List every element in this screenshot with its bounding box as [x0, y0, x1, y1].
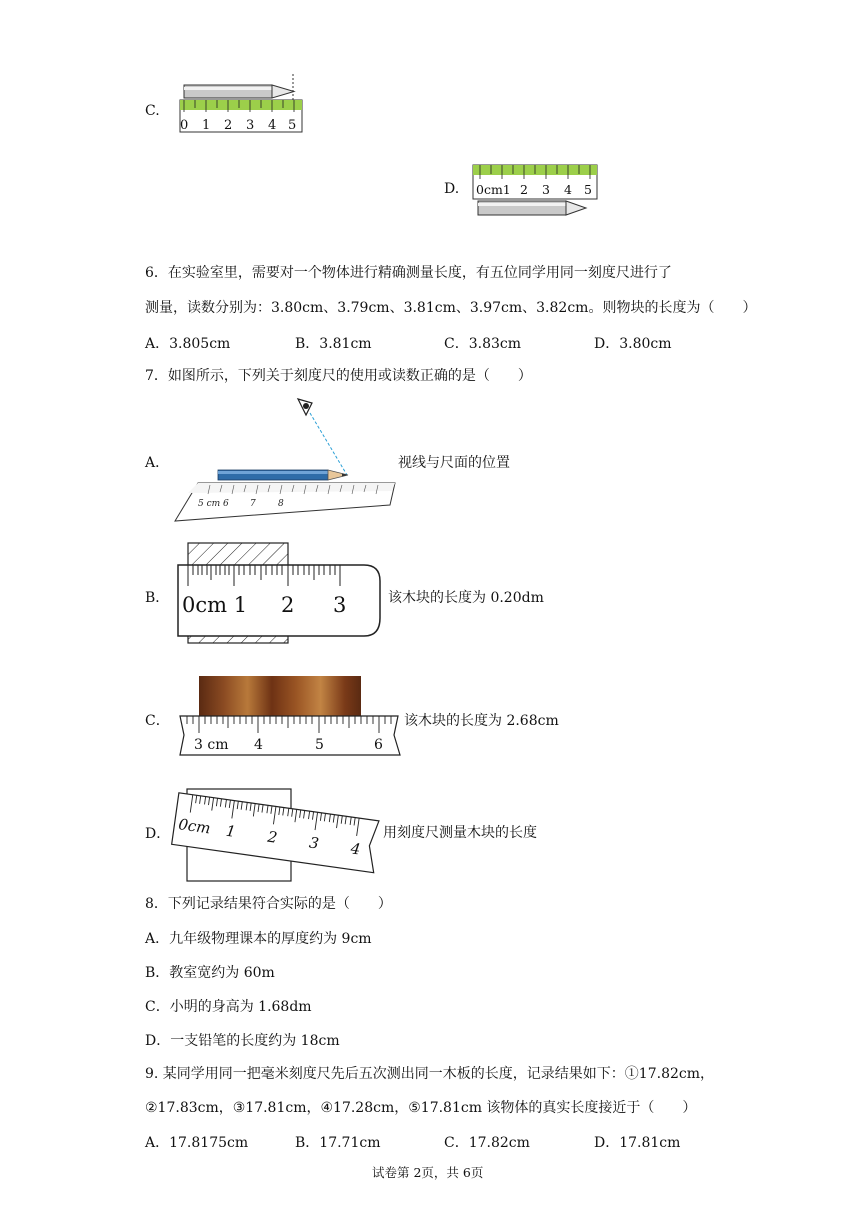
q6-option-a[interactable]: A．3.805cm	[145, 336, 231, 352]
ruler-c2-tick-4: 4	[254, 737, 263, 753]
q5-option-c-ruler-figure	[176, 74, 306, 136]
ruler-c2-tick-5: 5	[315, 737, 324, 753]
ruler-a-tick-8: 8	[278, 499, 284, 509]
q7-option-c-figure	[172, 673, 404, 761]
q7-option-b-caption: 该木块的长度为 0.20dm	[388, 590, 544, 606]
ruler-c-tick-3: 3	[246, 118, 255, 133]
ruler-d2-tick-3: 3	[308, 833, 320, 853]
q5-option-c-label: C.	[145, 103, 160, 119]
q9-option-b[interactable]: B．17.71cm	[295, 1135, 381, 1151]
q7-option-d-figure	[168, 785, 386, 885]
ruler-c-tick-0: 0	[180, 118, 189, 133]
page-footer: 试卷第 2页，共 6页	[372, 1165, 484, 1180]
ruler-c-tick-2: 2	[224, 118, 233, 133]
ruler-c2-tick-6: 6	[374, 737, 383, 753]
q8-option-b[interactable]: B．教室宽约为 60m	[145, 965, 275, 981]
q9-option-c[interactable]: C．17.82cm	[444, 1135, 530, 1151]
ruler-c-tick-5: 5	[288, 118, 297, 133]
ruler-d-tick-5: 5	[584, 182, 592, 197]
q7-option-c-label[interactable]: C．	[145, 713, 170, 729]
q9-stem-line2: ②17.83cm，③17.81cm，④17.28cm，⑤17.81cm 该物体的真实长度接近于（ ）	[145, 1100, 697, 1116]
ruler-d-tick-4: 4	[564, 182, 572, 197]
ruler-d-tick-2: 2	[520, 182, 528, 197]
ruler-b-tick-0-1: 0cm 1	[182, 593, 248, 617]
q8-option-a[interactable]: A．九年级物理课本的厚度约为 9cm	[145, 931, 372, 947]
q9-option-d[interactable]: D．17.81cm	[594, 1135, 681, 1151]
ruler-d2-tick-0: 0cm	[177, 815, 212, 838]
ruler-d2-tick-2: 2	[266, 827, 279, 847]
q6-option-c[interactable]: C．3.83cm	[444, 336, 521, 352]
q8-option-c[interactable]: C．小明的身高为 1.68dm	[145, 999, 312, 1015]
q7-stem: 7．如图所示，下列关于刻度尺的使用或读数正确的是（ ）	[145, 368, 532, 384]
q9-stem-line1: 9. 某同学用同一把毫米刻度尺先后五次测出同一木板的长度，记录结果如下：①17.82cm，	[145, 1066, 715, 1082]
q8-option-d[interactable]: D．一支铅笔的长度约为 18cm	[145, 1033, 340, 1049]
ruler-d2-tick-4: 4	[349, 839, 362, 859]
ruler-a-tick-7: 7	[250, 499, 256, 509]
q7-option-d-caption: 用刻度尺测量木块的长度	[383, 825, 537, 841]
q6-option-d[interactable]: D．3.80cm	[594, 336, 672, 352]
ruler-a-tick-5-6: 5 cm 6	[198, 499, 229, 509]
ruler-d2-tick-1: 1	[224, 821, 237, 841]
eye-icon	[298, 399, 312, 415]
q7-option-b-label[interactable]: B．	[145, 590, 170, 606]
q6-option-b[interactable]: B．3.81cm	[295, 336, 372, 352]
q7-option-d-label[interactable]: D．	[145, 826, 171, 842]
q8-stem: 8．下列记录结果符合实际的是（ ）	[145, 896, 392, 912]
ruler-b-tick-3: 3	[333, 593, 347, 617]
q5-option-d-ruler-figure	[470, 163, 600, 221]
q7-option-c-caption: 该木块的长度为 2.68cm	[404, 713, 559, 729]
q5-option-d-label: D.	[444, 181, 460, 197]
q6-stem-line1: 6．在实验室里，需要对一个物体进行精确测量长度，有五位同学用同一刻度尺进行了	[145, 265, 672, 281]
ruler-c2-tick-3: 3 cm	[194, 737, 229, 753]
q7-option-b-figure	[174, 540, 386, 648]
ruler-d-tick-0: 0cm1	[476, 182, 511, 197]
q7-option-a-label[interactable]: A．	[145, 455, 170, 471]
ruler-d-tick-3: 3	[542, 182, 550, 197]
q7-option-a-figure	[170, 393, 400, 523]
ruler-c-tick-4: 4	[268, 118, 277, 133]
q7-option-a-caption: 视线与尺面的位置	[398, 455, 510, 471]
q6-stem-line2: 测量，读数分别为：3.80cm、3.79cm、3.81cm、3.97cm、3.82cm。则物块的长度为（ ）	[145, 300, 757, 316]
ruler-b-tick-2: 2	[281, 593, 295, 617]
q9-option-a[interactable]: A．17.8175cm	[145, 1135, 249, 1151]
ruler-c-tick-1: 1	[202, 118, 211, 133]
